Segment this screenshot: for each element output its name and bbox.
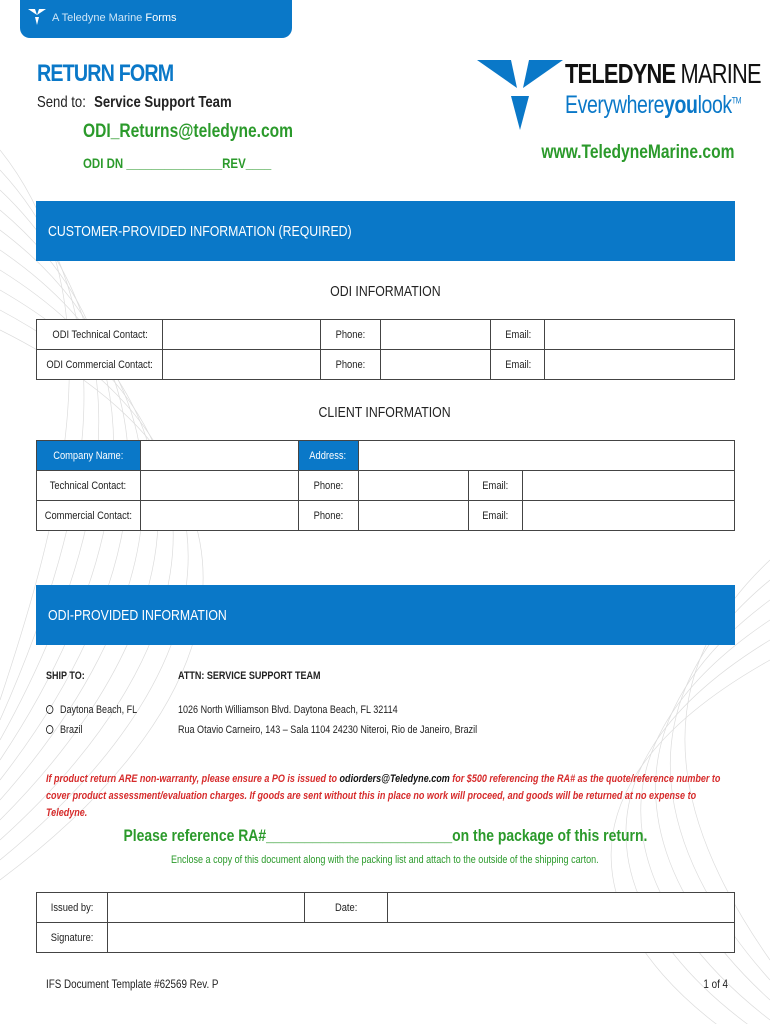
table-row — [37, 893, 735, 923]
send-to-value: Service Support Team — [94, 94, 232, 111]
brand-name — [565, 58, 761, 90]
client-information-heading: CLIENT INFORMATION — [318, 404, 452, 421]
ship-to-label: SHIP TO: — [46, 670, 85, 682]
client-commercial-email-field[interactable] — [522, 501, 734, 531]
non-warranty-warning — [46, 771, 727, 822]
location-address: Rua Otavio Carneiro, 143 – Sala 1104 24230 Niteroi, Rio de Janeiro, Brazil — [178, 724, 478, 736]
location-name: Brazil — [59, 724, 83, 736]
odi-information-heading: ODI INFORMATION — [329, 283, 441, 300]
odi-commercial-email-label: Email: — [491, 350, 545, 380]
issued-by-label: Issued by: — [37, 893, 108, 923]
issued-by-field[interactable] — [108, 893, 305, 923]
client-commercial-contact-field[interactable] — [140, 501, 298, 531]
odi-commercial-contact-label: ODI Commercial Contact: — [37, 350, 163, 380]
send-to-label: Send to: — [37, 94, 86, 111]
odi-commercial-contact-field[interactable] — [163, 350, 321, 380]
forms-header-text — [52, 12, 177, 24]
odi-technical-contact-label: ODI Technical Contact: — [37, 320, 163, 350]
radio-button-icon[interactable] — [46, 705, 53, 714]
warning-email[interactable]: odiorders@Teledyne.com — [339, 773, 450, 785]
teledyne-logo-icon — [477, 58, 563, 132]
warning-text-part1: If product return ARE non-warranty, please ensure a PO is issued to — [46, 773, 340, 785]
table-row — [37, 501, 735, 531]
forms-header-label: Forms — [145, 12, 177, 24]
website-link[interactable]: www.TeledyneMarine.com — [540, 142, 734, 163]
client-technical-contact-field[interactable] — [140, 471, 298, 501]
teledyne-small-logo-icon — [28, 9, 46, 25]
please-reference-line: Please reference RA#________________________on the package of this return. — [123, 826, 647, 845]
brand-name-light: MARINE — [675, 58, 761, 89]
client-commercial-phone-label: Phone: — [298, 501, 358, 531]
customer-section-bar — [36, 201, 735, 261]
signature-table — [36, 892, 735, 953]
forms-header-tab — [20, 0, 292, 38]
client-technical-contact-label: Technical Contact: — [37, 471, 141, 501]
forms-header-prefix: A Teledyne Marine — [52, 12, 143, 24]
brand-name-bold: TELEDYNE — [565, 58, 676, 89]
client-technical-email-field[interactable] — [522, 471, 734, 501]
document-template-id: IFS Document Template #62569 Rev. P — [46, 977, 219, 991]
page-number: 1 of 4 — [703, 977, 728, 991]
radio-button-icon[interactable] — [46, 725, 53, 734]
odi-section-title: ODI-PROVIDED INFORMATION — [48, 607, 227, 624]
enclose-note: Enclose a copy of this document along with the packing list and attach to the outside of the shipping carton. — [171, 854, 599, 866]
return-email-link[interactable]: ODI_Returns@teledyne.com — [83, 121, 293, 142]
odi-commercial-phone-label: Phone: — [321, 350, 381, 380]
company-name-label: Company Name: — [37, 441, 141, 471]
location-option-brazil[interactable] — [46, 724, 83, 736]
table-row — [37, 471, 735, 501]
company-name-field[interactable] — [140, 441, 298, 471]
brand-tag-c: look — [697, 91, 732, 119]
client-commercial-email-label: Email: — [468, 501, 522, 531]
odi-commercial-email-field[interactable] — [545, 350, 735, 380]
client-technical-phone-field[interactable] — [358, 471, 468, 501]
odi-technical-contact-field[interactable] — [163, 320, 321, 350]
client-commercial-contact-label: Commercial Contact: — [37, 501, 141, 531]
odi-section-bar — [36, 585, 735, 645]
teledyne-marine-logo — [477, 58, 761, 138]
date-field[interactable] — [388, 893, 735, 923]
location-address: 1026 North Williamson Blvd. Daytona Beach, FL 32114 — [178, 704, 398, 716]
customer-section-title: CUSTOMER-PROVIDED INFORMATION (REQUIRED) — [48, 223, 352, 240]
brand-tag-b: you — [664, 91, 698, 119]
table-row — [37, 441, 735, 471]
table-row — [37, 350, 735, 380]
odi-technical-email-label: Email: — [491, 320, 545, 350]
form-title: RETURN FORM — [37, 60, 174, 87]
location-name: Daytona Beach, FL — [59, 704, 138, 716]
send-to-line — [37, 94, 232, 112]
date-label: Date: — [305, 893, 388, 923]
client-info-table — [36, 440, 735, 531]
client-commercial-phone-field[interactable] — [358, 501, 468, 531]
client-technical-email-label: Email: — [468, 471, 522, 501]
brand-tag-a: Everywhere — [565, 91, 665, 119]
address-field[interactable] — [358, 441, 734, 471]
table-row — [37, 320, 735, 350]
address-label: Address: — [298, 441, 358, 471]
odi-technical-phone-label: Phone: — [321, 320, 381, 350]
odi-contacts-table — [36, 319, 735, 380]
signature-field[interactable] — [108, 923, 735, 953]
odi-technical-phone-field[interactable] — [381, 320, 491, 350]
odi-commercial-phone-field[interactable] — [381, 350, 491, 380]
location-option-daytona[interactable] — [46, 704, 137, 716]
table-row — [37, 923, 735, 953]
attn-label: ATTN: SERVICE SUPPORT TEAM — [178, 670, 321, 682]
odi-technical-email-field[interactable] — [545, 320, 735, 350]
brand-tag-tm: TM — [731, 95, 742, 106]
signature-label: Signature: — [37, 923, 108, 953]
client-technical-phone-label: Phone: — [298, 471, 358, 501]
warning-text-part2: for $500 referencing the RA# as the quote/reference number to cover product assessment/evaluation charges. If goods are sent without this in place no work will proceed, and goods will be returned at no expense to Teledyne. — [46, 773, 721, 819]
odi-dn-rev-line: ODI DN _______________REV____ — [83, 155, 272, 171]
brand-tagline — [565, 91, 741, 120]
